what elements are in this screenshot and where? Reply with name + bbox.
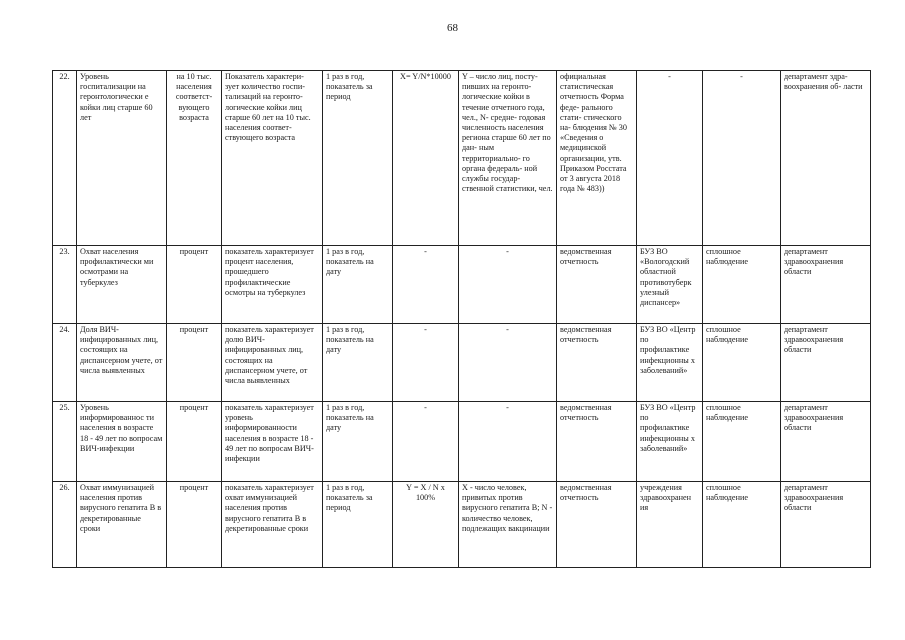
observation-method: сплошное наблюдение bbox=[703, 482, 781, 568]
observation-method: сплошное наблюдение bbox=[703, 324, 781, 402]
indicator-name: Охват населения профилактически ми осмотрами на туберкулез bbox=[77, 246, 167, 324]
responsible-organization: БУЗ ВО «Центр по профилактике инфекционны х заболеваний» bbox=[637, 324, 703, 402]
row-number: 24. bbox=[53, 324, 77, 402]
time-characteristics: 1 раз в год, показатель за период bbox=[323, 482, 393, 568]
unit-of-measure: на 10 тыс. населения соответст- вующего возраста bbox=[167, 71, 222, 246]
basic-indicators: - bbox=[459, 246, 557, 324]
calculation-formula: X= Y/N*10000 bbox=[393, 71, 459, 246]
calculation-formula: - bbox=[393, 402, 459, 482]
basic-indicators: - bbox=[459, 324, 557, 402]
time-characteristics: 1 раз в год, показатель за период bbox=[323, 71, 393, 246]
indicator-name: Доля ВИЧ- инфицированных лиц, состоящих на диспансерном учете, от числа выявленных bbox=[77, 324, 167, 402]
indicator-definition: показатель характеризует уровень информированности населения в возрасте 18 - 49 лет по вопросам ВИЧ-инфекции bbox=[222, 402, 323, 482]
responsible-department: департамент здра- воохранения об- ласти bbox=[781, 71, 871, 246]
responsible-department: департамент здравоохранения области bbox=[781, 324, 871, 402]
table-row bbox=[53, 402, 871, 482]
calculation-formula: - bbox=[393, 324, 459, 402]
indicator-name: Уровень информированнос ти населения в возрасте 18 - 49 лет по вопросам ВИЧ-инфекции bbox=[77, 402, 167, 482]
calculation-formula: Y = X / N x 100% bbox=[393, 482, 459, 568]
unit-of-measure: процент bbox=[167, 246, 222, 324]
observation-method: - bbox=[703, 71, 781, 246]
responsible-organization: - bbox=[637, 71, 703, 246]
data-source: ведомственная отчетность bbox=[557, 482, 637, 568]
row-number: 23. bbox=[53, 246, 77, 324]
time-characteristics: 1 раз в год, показатель на дату bbox=[323, 246, 393, 324]
indicators-table bbox=[52, 70, 871, 568]
observation-method: сплошное наблюдение bbox=[703, 246, 781, 324]
row-number: 22. bbox=[53, 71, 77, 246]
responsible-organization: учреждения здравоохранен ия bbox=[637, 482, 703, 568]
basic-indicators: - bbox=[459, 402, 557, 482]
indicator-name: Уровень госпитализации на геронтологически е койки лиц старше 60 лет bbox=[77, 71, 167, 246]
data-source: ведомственная отчетность bbox=[557, 402, 637, 482]
table-row bbox=[53, 482, 871, 568]
table-row bbox=[53, 324, 871, 402]
data-source: официальная статистическая отчетность Форма феде- рального стати- стического на- блюдения № 30 «Сведения о медицинской организации, утв. Приказом Росстата от 3 августа 2018 года № 483)) bbox=[557, 71, 637, 246]
row-number: 25. bbox=[53, 402, 77, 482]
responsible-department: департамент здравоохранения области bbox=[781, 482, 871, 568]
calculation-formula: - bbox=[393, 246, 459, 324]
time-characteristics: 1 раз в год, показатель на дату bbox=[323, 324, 393, 402]
indicator-name: Охват иммунизацией населения против вирусного гепатита В в декретированные сроки bbox=[77, 482, 167, 568]
observation-method: сплошное наблюдение bbox=[703, 402, 781, 482]
responsible-department: департамент здравоохранения области bbox=[781, 246, 871, 324]
responsible-organization: БУЗ ВО «Центр по профилактике инфекционны х заболеваний» bbox=[637, 402, 703, 482]
responsible-organization: БУЗ ВО «Вологодский областной противотуберк улезный диспансер» bbox=[637, 246, 703, 324]
table-row bbox=[53, 71, 871, 246]
indicator-definition: показатель характеризует охват иммунизацией населения против вирусного гепатита В в декретированные сроки bbox=[222, 482, 323, 568]
data-source: ведомственная отчетность bbox=[557, 324, 637, 402]
basic-indicators: Y – число лиц, посту- пивших на геронто- логические койки в течение отчетного года, чел., N- средне- годовая численность населения региона старше 60 лет по дан- ным территориально- го органа федераль- ной службы государ- ственной статистики, чел. bbox=[459, 71, 557, 246]
page-number: 68 bbox=[447, 22, 458, 34]
indicator-definition: Показатель характери- зует количество госпи- тализаций на геронто- логические койки лиц старше 60 лет на 10 тыс. населения соответ- ствующего возраста bbox=[222, 71, 323, 246]
row-number: 26. bbox=[53, 482, 77, 568]
indicator-definition: показатель характеризует долю ВИЧ-инфицированных лиц, состоящих на диспансерном учете, от числа выявленных bbox=[222, 324, 323, 402]
indicator-definition: показатель характеризует процент населения, прошедшего профилактические осмотры на туберкулез bbox=[222, 246, 323, 324]
table-row bbox=[53, 246, 871, 324]
time-characteristics: 1 раз в год, показатель на дату bbox=[323, 402, 393, 482]
data-source: ведомственная отчетность bbox=[557, 246, 637, 324]
basic-indicators: X - число человек, привитых против вирусного гепатита В; N - количество человек, подлежащих вакцинации bbox=[459, 482, 557, 568]
unit-of-measure: процент bbox=[167, 482, 222, 568]
responsible-department: департамент здравоохранения области bbox=[781, 402, 871, 482]
unit-of-measure: процент bbox=[167, 324, 222, 402]
unit-of-measure: процент bbox=[167, 402, 222, 482]
